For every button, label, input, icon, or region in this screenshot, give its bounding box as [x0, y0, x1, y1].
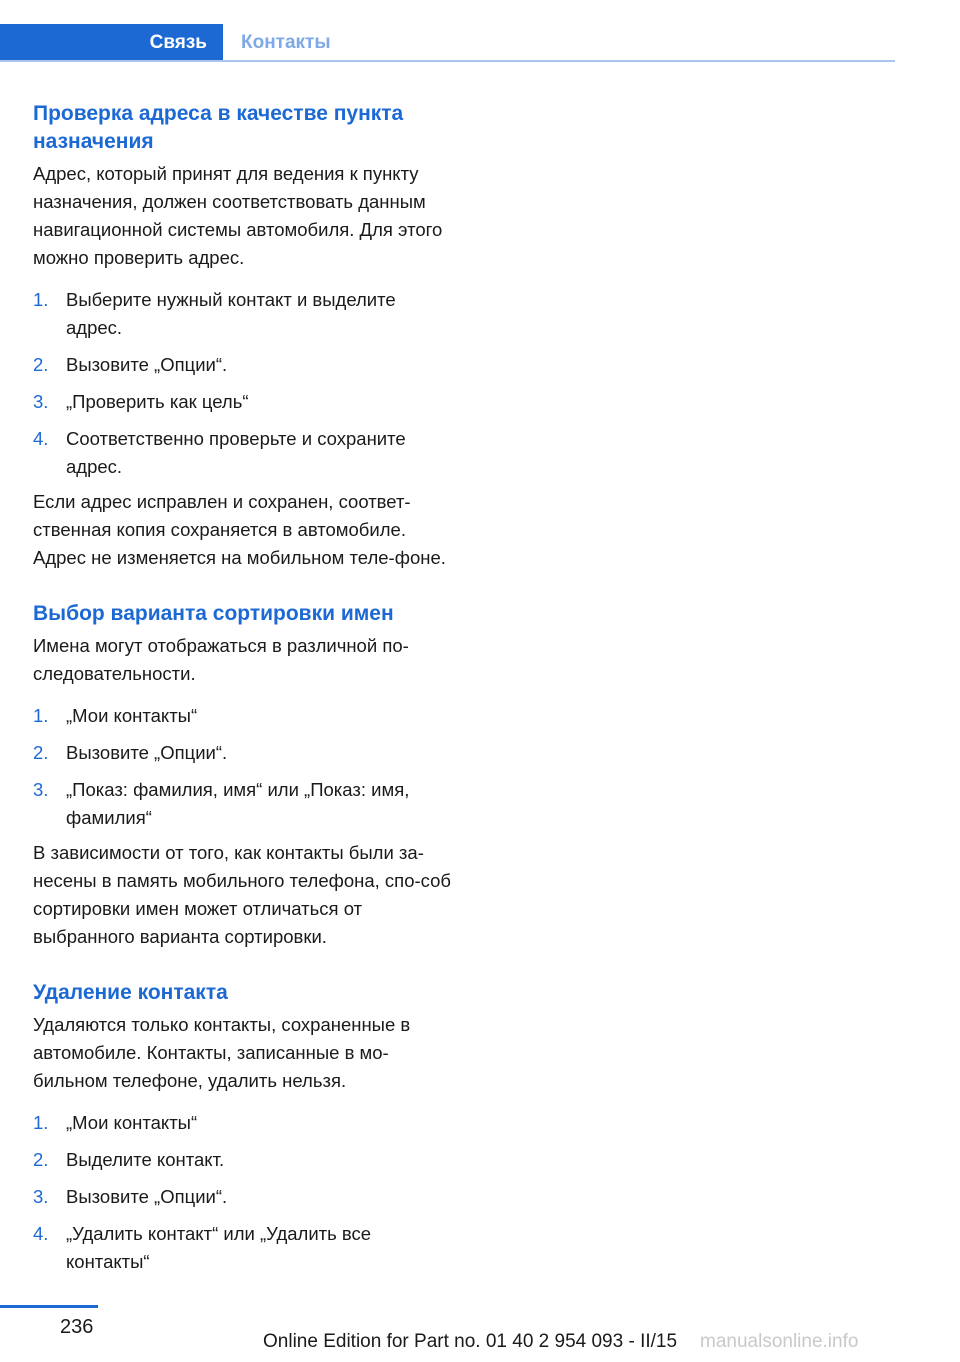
list-item [33, 388, 453, 416]
section-outro: В зависимости от того, как контакты были за-несены в память мобильного телефона, спо-соб сортировки имен может отличаться от выбранного варианта сортировки. [33, 842, 451, 947]
steps-list [33, 286, 453, 481]
list-item [33, 739, 453, 767]
step-text: Соответственно проверьте и сохраните адрес. [66, 428, 406, 477]
step-text: Вызовите „Опции“. [66, 742, 228, 763]
list-item [33, 702, 453, 730]
step-number: 4. [33, 428, 49, 449]
footer-divider [0, 1305, 98, 1308]
tab-communication[interactable]: Связь [0, 24, 223, 62]
step-number: 2. [33, 742, 49, 763]
section-intro: Удаляются только контакты, сохраненные в автомобиле. Контакты, записанные в мо-бильном телефоне, удалить нельзя. [33, 1014, 411, 1091]
section-intro: Адрес, который принят для ведения к пункту назначения, должен соответствовать данным навигационной системы автомобиля. Для этого можно проверить адрес. [33, 163, 443, 268]
step-number: 2. [33, 354, 49, 375]
step-number: 3. [33, 391, 49, 412]
step-text: Вызовите „Опции“. [66, 354, 228, 375]
step-text: „Мои контакты“ [66, 1112, 198, 1133]
page-number: 236 [60, 1316, 94, 1338]
step-text: „Мои контакты“ [66, 705, 198, 726]
section-outro: Если адрес исправлен и сохранен, соответ-ственная копия сохраняется в автомобиле. Адрес не изменяется на мобильном теле-фоне. [33, 491, 446, 568]
section-title-check-address: Проверка адреса в качестве пункта назначения [33, 102, 404, 153]
list-item [33, 425, 453, 481]
step-number: 3. [33, 1186, 49, 1207]
tab-contacts[interactable]: Контакты [241, 32, 331, 53]
header [0, 24, 895, 62]
steps-list [33, 1109, 453, 1276]
step-text: Выберите нужный контакт и выделите адрес. [66, 289, 396, 338]
list-item [33, 351, 453, 379]
section-intro: Имена могут отображаться в различной по-следовательности. [33, 635, 409, 684]
step-number: 3. [33, 779, 49, 800]
list-item [33, 286, 453, 342]
steps-list [33, 702, 453, 832]
step-text: „Удалить контакт“ или „Удалить все контакты“ [66, 1223, 372, 1272]
header-divider [0, 60, 895, 62]
step-number: 1. [33, 705, 49, 726]
list-item [33, 776, 453, 832]
step-text: „Показ: фамилия, имя“ или „Показ: имя, фамилия“ [66, 779, 410, 828]
step-number: 1. [33, 1112, 49, 1133]
list-item [33, 1146, 453, 1174]
edition-info: Online Edition for Part no. 01 40 2 954 093 - II/15 [263, 1331, 678, 1352]
step-text: Вызовите „Опции“. [66, 1186, 228, 1207]
section-title-sort-names: Выбор варианта сортировки имен [33, 602, 394, 625]
list-item [33, 1183, 453, 1211]
step-text: Выделите контакт. [66, 1149, 225, 1170]
step-number: 4. [33, 1223, 49, 1244]
watermark: manualsonline.info [700, 1331, 859, 1352]
step-text: „Проверить как цель“ [66, 391, 249, 412]
list-item [33, 1220, 453, 1276]
list-item [33, 1109, 453, 1137]
main-content [33, 100, 453, 1285]
step-number: 2. [33, 1149, 49, 1170]
step-number: 1. [33, 289, 49, 310]
section-title-delete-contact: Удаление контакта [33, 981, 228, 1004]
